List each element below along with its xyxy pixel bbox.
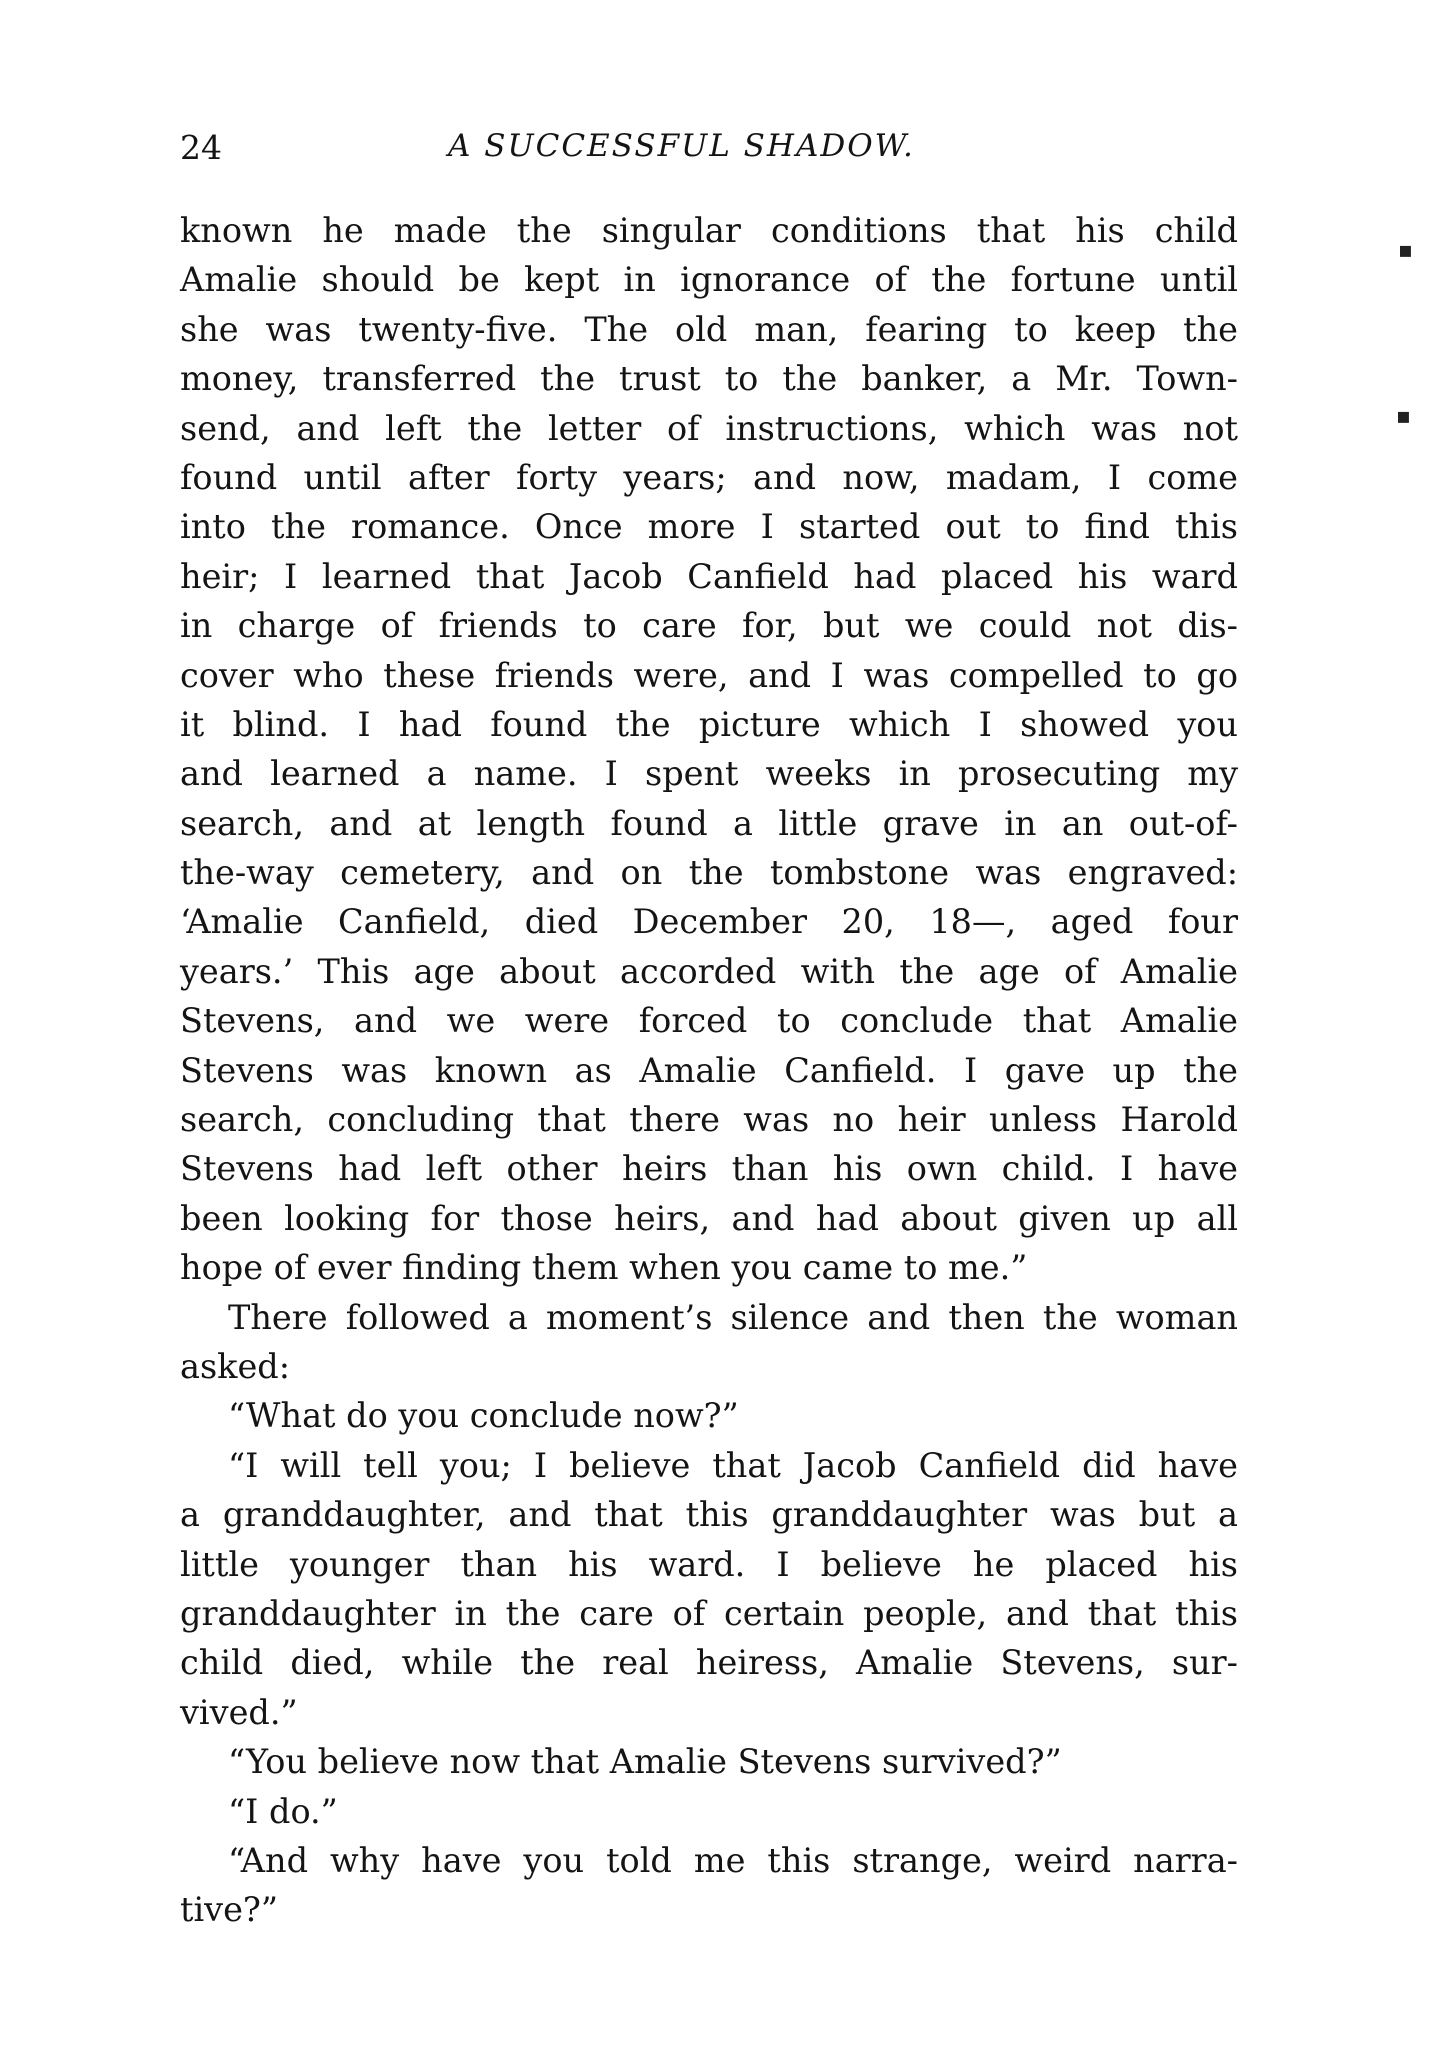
text-line: Amalie should be kept in ignorance of the fortune until <box>180 260 1238 300</box>
text-line: “And why have you told me this strange, weird narra- <box>228 1840 1238 1880</box>
text-line: “I do.” <box>228 1791 338 1831</box>
text-line: Stevens, and we were forced to conclude that Amalie <box>180 1001 1238 1041</box>
text-line: heir; I learned that Jacob Canfield had placed his ward <box>180 556 1238 596</box>
text-line: been looking for those heirs, and had about given up all <box>180 1198 1238 1238</box>
margin-speck: ▪ <box>1396 404 1411 429</box>
text-line: known he made the singular conditions that his child <box>180 211 1238 250</box>
text-line: found until after forty years; and now, madam, I come <box>180 457 1238 497</box>
text-line: it blind. I had found the picture which I showed you <box>180 704 1238 744</box>
text-line: Stevens had left other heirs than his own child. I have <box>180 1149 1238 1189</box>
text-line: a granddaughter, and that this granddaughter was but a <box>180 1495 1238 1535</box>
text-line: she was twenty-five. The old man, fearing to keep the <box>180 309 1238 349</box>
text-line: money, transferred the trust to the banker, a Mr. Town- <box>180 359 1238 399</box>
text-line: into the romance. Once more I started out to find this <box>180 507 1238 547</box>
text-line: child died, while the real heiress, Amalie Stevens, sur- <box>180 1643 1238 1683</box>
text-line: years.’ This age about accorded with the age of Amalie <box>180 951 1238 991</box>
page-header <box>180 128 1240 178</box>
text-line: ‘Amalie Canfield, died December 20, 18—, aged four <box>180 902 1238 942</box>
text-line: cover who these friends were, and I was compelled to go <box>180 655 1238 695</box>
text-line: asked: <box>180 1346 291 1386</box>
body-text <box>180 206 1238 1935</box>
text-line: and learned a name. I spent weeks in prosecuting my <box>180 754 1238 794</box>
text-line: little younger than his ward. I believe he placed his <box>180 1544 1238 1584</box>
text-line: hope of ever finding them when you came to me.” <box>180 1248 1028 1288</box>
text-line: Stevens was known as Amalie Canfield. I gave up the <box>180 1050 1238 1090</box>
text-line: “I will tell you; I believe that Jacob Canfield did have <box>228 1445 1238 1485</box>
text-line: send, and left the letter of instructions, which was not <box>180 408 1238 448</box>
text-line: “What do you conclude now?” <box>228 1396 739 1436</box>
text-line: search, and at length found a little grave in an out-of- <box>180 803 1238 843</box>
text-line: granddaughter in the care of certain people, and that this <box>180 1593 1238 1633</box>
text-line: “You believe now that Amalie Stevens survived?” <box>228 1742 1062 1782</box>
text-line: in charge of friends to care for, but we could not dis- <box>180 606 1238 646</box>
margin-speck: ▪ <box>1398 238 1413 263</box>
running-title: A SUCCESSFUL SHADOW. <box>448 128 915 164</box>
text-line: There followed a moment’s silence and then the woman <box>228 1297 1238 1337</box>
page-number: 24 <box>180 128 222 167</box>
text-line: search, concluding that there was no heir unless Harold <box>180 1100 1238 1140</box>
text-line: vived.” <box>180 1692 298 1732</box>
text-line: tive?” <box>180 1890 279 1930</box>
text-line: the-way cemetery, and on the tombstone was engraved: <box>180 853 1238 893</box>
